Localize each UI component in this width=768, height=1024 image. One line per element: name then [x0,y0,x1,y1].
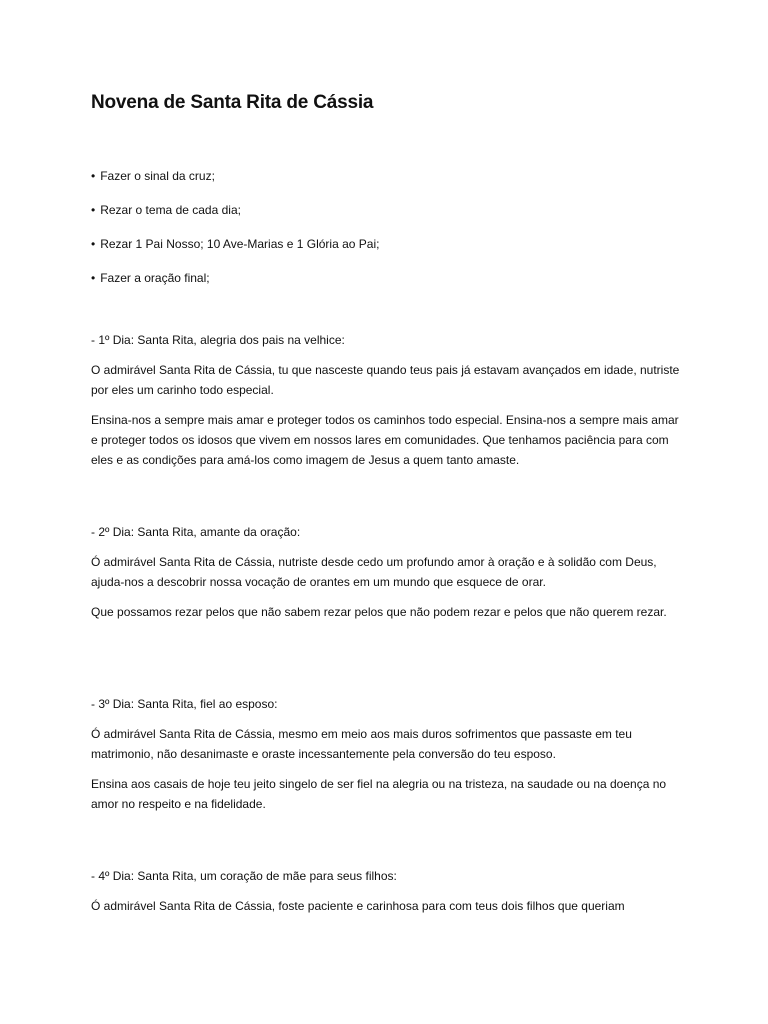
instruction-item: • Fazer o sinal da cruz; [91,166,379,186]
day-3-heading: - 3º Dia: Santa Rita, fiel ao esposo: [91,697,278,711]
day-4-paragraph-1: Ó admirável Santa Rita de Cássia, foste paciente e carinhosa para com teus dois filhos que queriam [91,899,625,913]
day-2-section [91,522,681,632]
day-2-paragraph-2: Que possamos rezar pelos que não sabem rezar pelos que não podem rezar e pelos que não querem rezar. [91,605,667,619]
day-2-heading: - 2º Dia: Santa Rita, amante da oração: [91,525,301,539]
day-2-paragraph-1: Ó admirável Santa Rita de Cássia, nutriste desde cedo um profundo amor à oração e à solidão com Deus, ajuda-nos a descobrir nossa vocação de orantes em um mundo que esquece de orar. [91,555,657,589]
day-3-section [91,694,681,824]
day-4-section [91,866,681,926]
instruction-item: • Rezar 1 Pai Nosso; 10 Ave-Marias e 1 Glória ao Pai; [91,234,379,254]
day-3-paragraph-1: Ó admirável Santa Rita de Cássia, mesmo em meio aos mais duros sofrimentos que passaste em teu matrimonio, não desanimaste e oraste incessantemente pela conversão do teu esposo. [91,727,632,761]
day-1-heading: - 1º Dia: Santa Rita, alegria dos pais na velhice: [91,333,345,347]
day-4-heading: - 4º Dia: Santa Rita, um coração de mãe para seus filhos: [91,869,397,883]
day-1-paragraph-1: O admirável Santa Rita de Cássia, tu que nasceste quando teus pais já estavam avançados em idade, nutriste por eles um carinho todo especial. [91,363,680,397]
instruction-item: • Rezar o tema de cada dia; [91,200,379,220]
day-1-section [91,330,681,480]
day-1-paragraph-2: Ensina-nos a sempre mais amar e proteger todos os caminhos todo especial. Ensina-nos a sempre mais amar e proteger todos os idosos que vivem em nossos lares em comunidades. Que tenhamos paciência para com eles e as condições para amá-los como imagem de Jesus a quem tanto amaste. [91,413,679,467]
instructions-list [91,166,379,302]
document-title: Novena de Santa Rita de Cássia [91,92,374,113]
instruction-item: • Fazer a oração final; [91,268,379,288]
day-3-paragraph-2: Ensina aos casais de hoje teu jeito singelo de ser fiel na alegria ou na tristeza, na saudade ou na doença no amor no respeito e na fidelidade. [91,777,667,811]
